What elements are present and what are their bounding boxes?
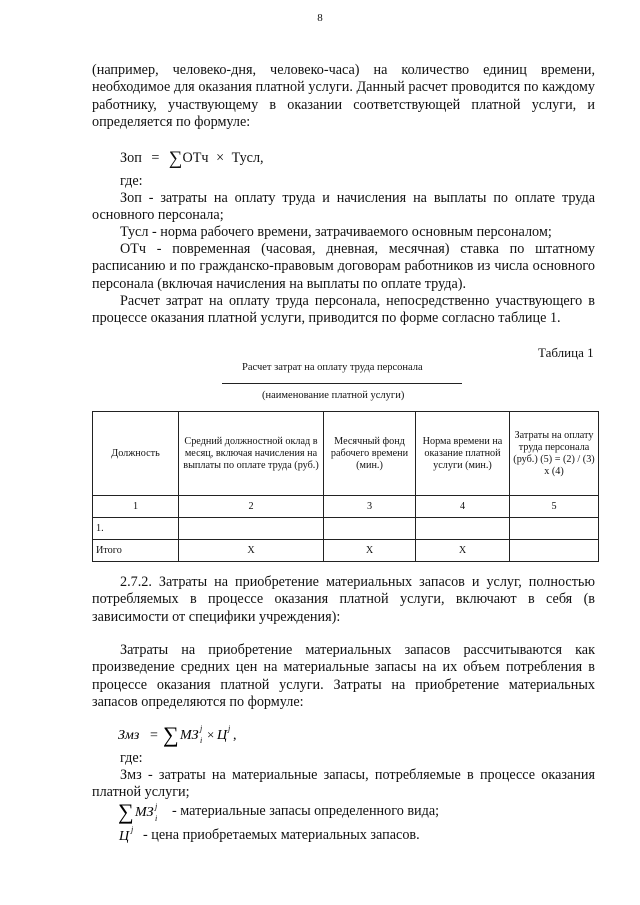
svg-text:∑: ∑: [118, 799, 134, 824]
header-salary: Средний должностной оклад в месяц, включая начисления на выплаты по оплате труда (руб.): [179, 412, 324, 496]
table-cell: 1: [93, 496, 179, 518]
table-cell: [510, 518, 599, 540]
table-cell: 3: [324, 496, 416, 518]
table-cell: X: [416, 540, 510, 562]
svg-text:i: i: [200, 736, 203, 745]
formula-labor-cost: [120, 148, 264, 167]
definition-zop: Зоп - затраты на оплату труда и начисления на выплаты по оплате труда основного персонала;: [92, 190, 595, 224]
definition-price: - цена приобретаемых материальных запасов.: [143, 827, 420, 843]
labor-cost-table: [92, 411, 599, 562]
paragraph-table-intro: Расчет затрат на оплату труда персонала, непосредственно участвующего в процессе оказания платной услуги, приводится по форме согласно таблице 1.: [92, 293, 595, 327]
svg-text:МЗ: МЗ: [135, 805, 154, 820]
svg-text:=: =: [150, 728, 158, 743]
table-cell: [510, 540, 599, 562]
definition-zmz: Змз - затраты на материальные запасы, потребляемые в процессе оказания платной услуги;: [92, 767, 595, 801]
formula-equals: =: [151, 150, 160, 166]
definition-tusl: Тусл - норма рабочего времени, затрачиваемого основным персоналом;: [120, 224, 552, 240]
svg-text:∑: ∑: [163, 722, 179, 747]
paragraph-intro: (например, человеко-дня, человеко-часа) на количество единиц времени, необходимое для оказания платной услуги. Данный расчет проводится по каждому работнику, участвующему в оказании соответствующей платной услуги, и определяется по формуле:: [92, 62, 595, 130]
table-cell: X: [179, 540, 324, 562]
svg-text:Ц: Ц: [217, 728, 228, 743]
formula-times: ×: [216, 150, 225, 166]
where-label-2: где:: [120, 750, 143, 766]
header-position: Должность: [93, 412, 179, 496]
table-title: Расчет затрат на оплату труда персонала: [242, 362, 423, 373]
svg-text:МЗ: МЗ: [180, 728, 199, 743]
table-cell: 5: [510, 496, 599, 518]
price-image: [118, 823, 144, 847]
header-time-norm: Норма времени на оказание платной услуги (мин.): [416, 412, 510, 496]
formula-rate: ОТч: [182, 150, 209, 166]
table-cell: [324, 518, 416, 540]
formula-lhs: Зоп: [120, 150, 142, 166]
svg-text:Ц: Ц: [119, 829, 130, 844]
svg-text:×: ×: [207, 727, 215, 742]
sum-materials-image: [118, 799, 166, 825]
definition-mz: - материальные запасы определенного вида;: [172, 803, 440, 819]
formula-materials-image: [118, 718, 258, 750]
header-work-fund: Месячный фонд рабочего времени (мин.): [324, 412, 416, 496]
table-subtitle: (наименование платной услуги): [262, 390, 405, 401]
table-cell: [179, 518, 324, 540]
table-number-row: [93, 496, 599, 518]
service-name-underline: [222, 383, 462, 384]
page-number: 8: [317, 12, 323, 24]
svg-text:j: j: [200, 724, 203, 733]
price-symbol: [118, 823, 144, 852]
table-header-row: [93, 412, 599, 496]
table-cell: 1.: [93, 518, 179, 540]
header-labor-cost: Затраты на оплату труда персонала (руб.) (5) = (2) / (3) x (4): [510, 412, 599, 496]
definition-otch: ОТч - повременная (часовая, дневная, месячная) ставка по штатному расписанию и по гражданско-правовым договорам работников из числа основного персонала (включая начисления на выплаты по оплате труда).: [92, 241, 595, 292]
table-cell: [416, 518, 510, 540]
where-label-1: где:: [120, 173, 143, 189]
paragraph-materials: Затраты на приобретение материальных запасов рассчитываются как произведение средних цен на материальные запасы на их объем потребления в процессе оказания платной услуги. Затраты на приобретение материальных запасов определяются по формуле:: [92, 642, 595, 710]
sigma-icon: ∑: [168, 148, 183, 169]
table-cell: Итого: [93, 540, 179, 562]
table-cell: 4: [416, 496, 510, 518]
formula-materials-cost: [118, 718, 258, 750]
svg-text:j: j: [228, 724, 231, 733]
svg-text:j: j: [155, 802, 158, 811]
table-row: [93, 518, 599, 540]
svg-text:Змз: Змз: [118, 728, 140, 743]
table-total-row: [93, 540, 599, 562]
svg-text:,: ,: [233, 728, 237, 743]
svg-text:i: i: [155, 814, 158, 823]
table-cell: X: [324, 540, 416, 562]
svg-text:j: j: [131, 825, 134, 834]
section-2-7-2: 2.7.2. Затраты на приобретение материальных запасов и услуг, полностью потребляемых в процессе оказания платной услуги, включают в себя (в зависимости от специфики учреждения):: [92, 574, 595, 625]
table-label: Таблица 1: [538, 345, 594, 360]
table-cell: 2: [179, 496, 324, 518]
formula-norm: Тусл,: [231, 150, 264, 166]
